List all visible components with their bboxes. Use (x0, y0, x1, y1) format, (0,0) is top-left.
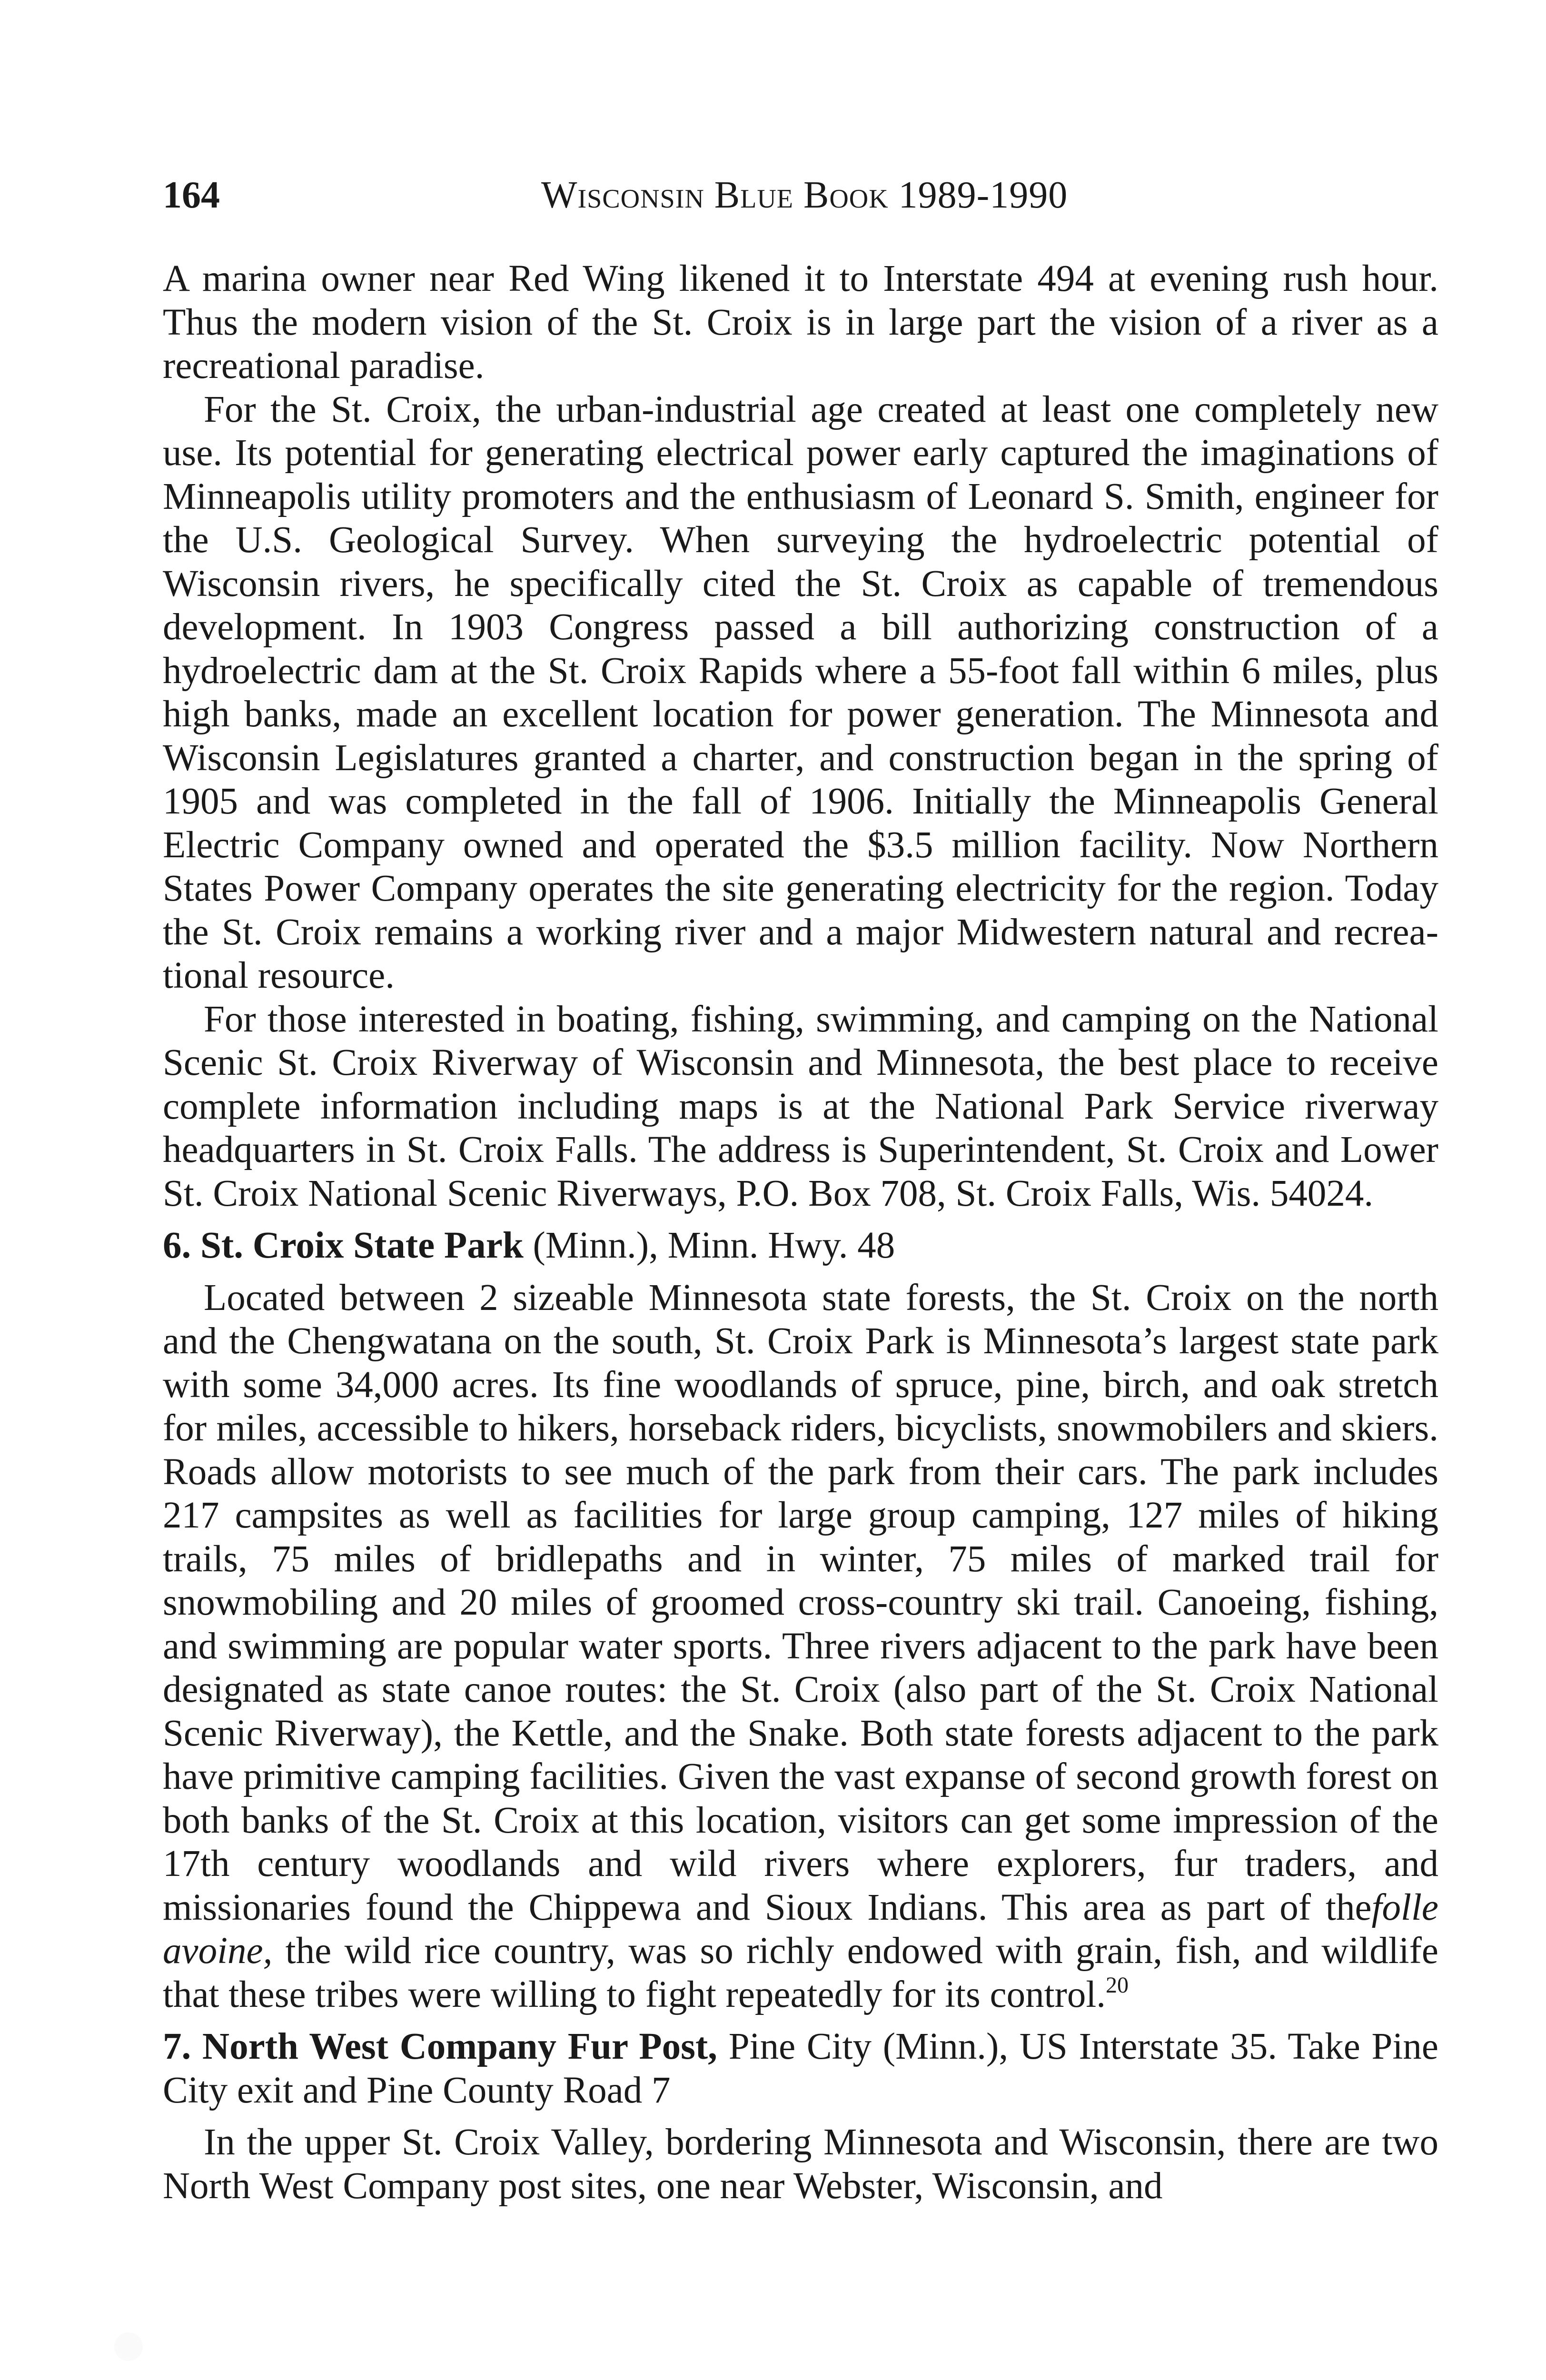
paragraph-marina: A marina owner near Red Wing likened it to Interstate 494 at evening rush hour. Thus the modern vision of the St. Croix is in large part the vision of a river as a recreational paradise. (163, 258, 1438, 387)
paper-smudge (114, 2332, 143, 2361)
book-title: Wisconsin Blue Book 1989-1990 (541, 174, 1068, 216)
section-heading-st-croix-state-park (163, 1224, 1438, 1268)
heading-location: (Minn.), Minn. Hwy. 48 (523, 1225, 895, 1266)
paragraph-state-park-text: Located between 2 sizeable Minnesota state forests, the St. Croix on the north and the Chengwatana on the south, St. Croix Park is Minnesota’s largest state park with some 34,000 acres. Its fine woodlands of spruce, pine, birch, and oak stretch for miles, accessible to hikers, horseback riders, bicyclists, snowmobilers and skiers. Roads allow motorists to see much of the park from their cars. The park includes 217 campsites as well as facilities for large group camping, 127 miles of hiking trails, 75 miles of bridlepaths and in winter, 75 miles of marked trail for snowmobiling and 20 miles of groomed cross-country ski trail. Canoeing, fishing, and swimming are popular water sports. Three rivers adjacent to the park have been designated as state canoe routes: the St. Croix (also part of the St. Croix National Scenic Riverway), the Kettle, and the Snake. Both state forests adjacent to the park have primitive camping facilities. Given the vast expanse of second growth forest on both banks of the St. Croix at this location, visitors can get some impression of the 17th century woodlands and wild rivers where explorers, fur traders, and missionaries found the Chippewa and Sioux Indians. This area as part of the (163, 1277, 1438, 1928)
paragraph-state-park-text-end: the wild rice country, was so richly endowed with grain, fish, and wildlife that these tribes were willing to fight repeatedly for its control. (163, 1930, 1438, 2015)
italic-term: folle avoine, (163, 1886, 1438, 1972)
section-heading-fur-post (163, 2025, 1438, 2112)
footnote-reference: 20 (1106, 1972, 1129, 1998)
heading-title: 6. St. Croix State Park (163, 1225, 524, 1266)
page-number: 164 (163, 174, 220, 216)
heading-title: 7. North West Company Fur Post, (163, 2026, 717, 2067)
paragraph-fur-post: In the upper St. Croix Valley, bordering Minnesota and Wisconsin, there are two North West Company post sites, one near Webster, Wisconsin, and (163, 2122, 1438, 2207)
paragraph-hydroelectric: For the St. Croix, the urban-industrial age created at least one completely new use. Its potential for generating electrical power early captured the imaginations of Minneapolis utility promoters and the enthusiasm of Leonard S. Smith, engineer for the U.S. Geological Survey. When surveying the hydroelectric potential of Wisconsin rivers, he specifically cited the St. Croix as capable of tremendous development. In 1903 Congress passed a bill authorizing construction of a hydroelectric dam at the St. Croix Rapids where a 55-foot fall within 6 miles, plus high banks, made an excellent location for power generation. The Minnesota and Wisconsin Legislatures granted a charter, and construction began in the spring of 1905 and was completed in the fall of 1906. Initially the Minneapolis General Electric Company owned and operated the $3.5 million facility. Now Northern States Power Company operates the site generating electricity for the region. Today the St. Croix remains a working river and a major Midwestern natural and recreational resource. (163, 388, 1438, 996)
body-text (163, 257, 1438, 2208)
paragraph-riverway-info: For those interested in boating, fishing, swimming, and camping on the National Scenic St. Croix Riverway of Wisconsin and Minnesota, the best place to receive complete information including maps is at the National Park Service riverway headquarters in St. Croix Falls. The address is Superintendent, St. Croix and Lower St. Croix National Scenic Riverways, P.O. Box 708, St. Croix Falls, Wis. 54024. (163, 998, 1438, 1214)
paragraph-state-park (163, 1276, 1438, 2017)
heading-location: Pine City (Minn.), US Interstate 35. Take Pine City exit and Pine County Road 7 (163, 2026, 1438, 2111)
running-header (163, 169, 1448, 221)
